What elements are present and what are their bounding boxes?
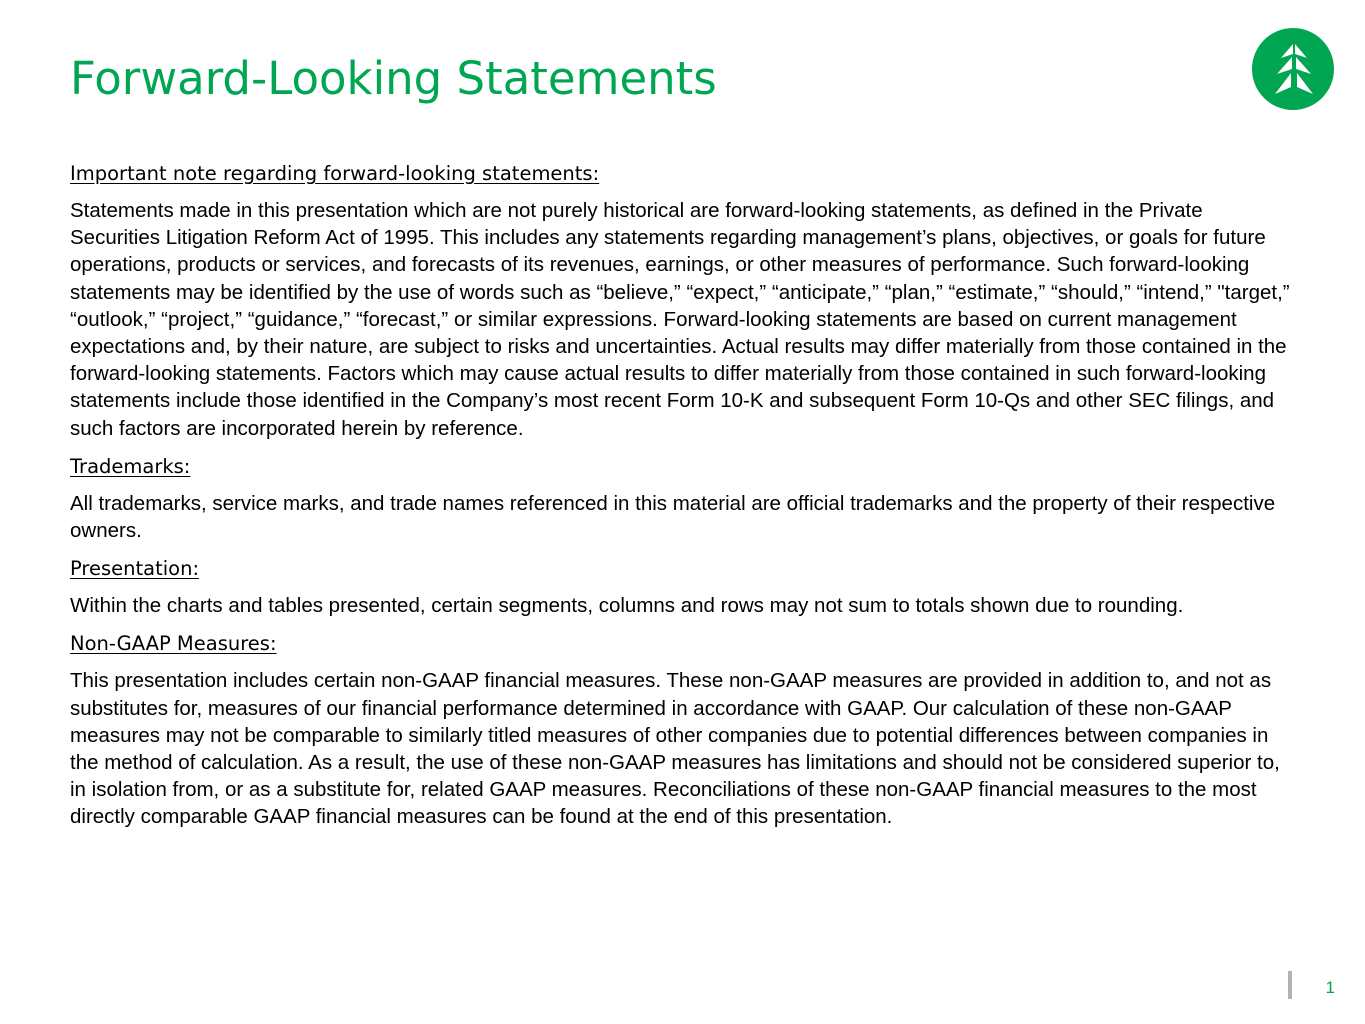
non-gaap-heading: Non-GAAP Measures: — [70, 632, 277, 656]
trademarks-heading: Trademarks: — [70, 454, 191, 478]
presentation-section — [70, 555, 1295, 619]
trademarks-body: All trademarks, service marks, and trade names referenced in this material are official trademarks and the property of their respective owners. — [70, 491, 1276, 543]
presentation-heading: Presentation: — [70, 557, 200, 581]
non-gaap-section — [70, 630, 1295, 830]
page-title: Forward-Looking Statements — [70, 52, 717, 105]
page-number: 1 — [1325, 978, 1335, 997]
disclosure-content — [70, 160, 1295, 842]
forward-looking-section — [70, 160, 1295, 442]
forward-looking-heading: Important note regarding forward-looking statements: — [70, 162, 600, 185]
non-gaap-body: This presentation includes certain non-GAAP financial measures. These non-GAAP measures are provided in addition to, and not as substitutes for, measures of our financial performance determined in accordance with GAAP. Our calculation of these non-GAAP measures may not be comparable to similarly titled measures of other companies due to potential differences between companies in the method of calculation. As a result, the use of these non-GAAP measures has limitations and should not be considered superior to, in isolation from, or as a substitute for, related GAAP measures. Reconciliations of these non-GAAP financial measures to the most directly comparable GAAP financial measures can be found at the end of this presentation. — [70, 669, 1280, 829]
presentation-body: Within the charts and tables presented, certain segments, columns and rows may not sum to totals shown due to rounding. — [70, 594, 1184, 618]
forward-looking-body: Statements made in this presentation which are not purely historical are forward-looking statements, as defined in the Private Securities Litigation Reform Act of 1995. This includes any statements regarding management’s plans, objectives, or goals for future operations, products or services, and forecasts of its revenues, earnings, or other measures of performance. Such forward-looking statements may be identified by the use of words such as “believe,” “expect,” “anticipate,” “plan,” “estimate,” “should,” “intend,” "target,” “outlook,” “project,” “guidance,” “forecast,” or similar expressions. Forward-looking statements are based on current management expectations and, by their nature, are subject to risks and uncertainties. Actual results may differ materially from those contained in the forward-looking statements. Factors which may cause actual results to differ materially from those contained in such forward-looking statements include those identified in the Company’s most recent Form 10-K and subsequent Form 10-Qs and other SEC filings, and such factors are incorporated herein by reference. — [70, 199, 1290, 440]
footer-divider — [1288, 971, 1292, 999]
trademarks-section — [70, 453, 1295, 544]
pine-tree-icon — [1252, 28, 1334, 110]
